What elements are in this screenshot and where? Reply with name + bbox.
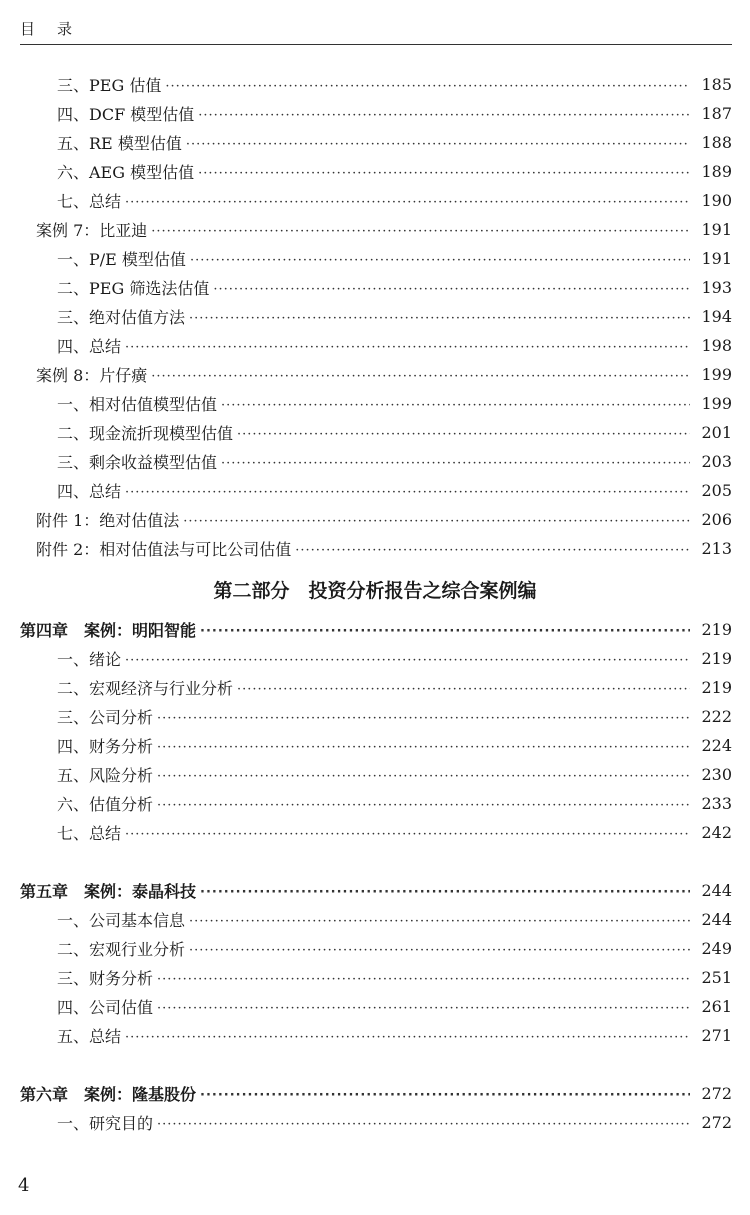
toc-entry-label: 七、总结 bbox=[57, 824, 122, 843]
toc-leader-dots bbox=[237, 427, 690, 442]
toc-leader-dots bbox=[157, 711, 690, 726]
toc-leader-dots bbox=[200, 885, 690, 900]
toc-spacer bbox=[0, 847, 750, 876]
toc-chapter-entry[interactable] bbox=[0, 1079, 750, 1108]
toc-entry-page: 206 bbox=[701, 510, 732, 529]
toc-entry-page: 244 bbox=[701, 910, 732, 929]
toc-leader-dots bbox=[125, 653, 690, 668]
toc-leader-dots bbox=[183, 514, 690, 529]
toc-leader-dots bbox=[157, 1117, 690, 1132]
toc-leader-dots bbox=[198, 108, 690, 123]
toc-section-entry[interactable] bbox=[0, 418, 750, 447]
toc-section-entry[interactable] bbox=[0, 702, 750, 731]
toc-section-entry[interactable] bbox=[0, 644, 750, 673]
toc-leader-dots bbox=[125, 340, 690, 355]
toc-part-heading: 第二部分 投资分析报告之综合案例编 bbox=[213, 579, 537, 602]
toc-section-entry[interactable] bbox=[0, 99, 750, 128]
toc-entry-page: 185 bbox=[701, 75, 732, 94]
toc-entry-page: 242 bbox=[701, 823, 732, 842]
toc-entry-page: 201 bbox=[701, 423, 732, 442]
toc-entry-label: 一、相对估值模型估值 bbox=[57, 395, 218, 414]
toc-section-entry[interactable] bbox=[0, 1108, 750, 1137]
toc-entry-label: 六、估值分析 bbox=[57, 795, 154, 814]
toc-section-entry[interactable] bbox=[0, 244, 750, 273]
toc-case-entry[interactable] bbox=[0, 360, 750, 389]
toc-entry-page: 189 bbox=[701, 162, 732, 181]
toc-leader-dots bbox=[125, 485, 690, 500]
toc-section-entry[interactable] bbox=[0, 447, 750, 476]
toc-section-entry[interactable] bbox=[0, 331, 750, 360]
toc-leader-dots bbox=[189, 914, 690, 929]
toc-case-entry[interactable] bbox=[0, 534, 750, 563]
toc-entry-label: 五、风险分析 bbox=[57, 766, 154, 785]
toc-entry-label: 一、P/E 模型估值 bbox=[57, 250, 186, 269]
toc-entry-label: 七、总结 bbox=[57, 192, 122, 211]
toc-entry-page: 191 bbox=[701, 249, 732, 268]
toc-entry-page: 193 bbox=[701, 278, 732, 297]
toc-leader-dots bbox=[221, 456, 690, 471]
toc-entry-label: 二、宏观行业分析 bbox=[57, 940, 186, 959]
toc-leader-dots bbox=[221, 398, 690, 413]
toc-entry-label: 四、财务分析 bbox=[57, 737, 154, 756]
toc-leader-dots bbox=[151, 369, 690, 384]
toc-entry-page: 199 bbox=[701, 394, 732, 413]
toc-section-entry[interactable] bbox=[0, 186, 750, 215]
toc-spacer bbox=[0, 1050, 750, 1079]
toc-entry-label: 第六章 案例：隆基股份 bbox=[20, 1085, 197, 1104]
toc-leader-dots bbox=[200, 624, 690, 639]
toc-entry-page: 271 bbox=[701, 1026, 732, 1045]
toc-entry-label: 三、公司分析 bbox=[57, 708, 154, 727]
toc-section-entry[interactable] bbox=[0, 157, 750, 186]
toc-leader-dots bbox=[157, 1001, 690, 1016]
toc-entry-label: 五、RE 模型估值 bbox=[57, 134, 182, 153]
toc-section-entry[interactable] bbox=[0, 389, 750, 418]
running-header bbox=[20, 14, 732, 45]
toc-section-entry[interactable] bbox=[0, 760, 750, 789]
toc-entry-page: 222 bbox=[701, 707, 732, 726]
toc-section-entry[interactable] bbox=[0, 992, 750, 1021]
toc-case-entry[interactable] bbox=[0, 215, 750, 244]
toc-entry-page: 219 bbox=[701, 649, 732, 668]
toc-entry-label: 一、绪论 bbox=[57, 650, 122, 669]
toc-entry-page: 213 bbox=[701, 539, 732, 558]
toc-section-entry[interactable] bbox=[0, 934, 750, 963]
toc-entry-page: 219 bbox=[701, 678, 732, 697]
toc-entry-label: 三、剩余收益模型估值 bbox=[57, 453, 218, 472]
toc-leader-dots bbox=[189, 943, 690, 958]
toc-entry-page: 233 bbox=[701, 794, 732, 813]
toc-entry-label: 第四章 案例：明阳智能 bbox=[20, 621, 197, 640]
toc-leader-dots bbox=[157, 972, 690, 987]
toc-entry-page: 203 bbox=[701, 452, 732, 471]
toc-leader-dots bbox=[125, 1030, 690, 1045]
toc-entry-label: 案例 7：比亚迪 bbox=[36, 221, 148, 240]
toc-section-entry[interactable] bbox=[0, 476, 750, 505]
toc-entry-page: 198 bbox=[701, 336, 732, 355]
toc-section-entry[interactable] bbox=[0, 1021, 750, 1050]
toc-leader-dots bbox=[157, 798, 690, 813]
toc-section-entry[interactable] bbox=[0, 905, 750, 934]
toc-section-entry[interactable] bbox=[0, 302, 750, 331]
toc-leader-dots bbox=[295, 543, 690, 558]
toc-entry-label: 二、宏观经济与行业分析 bbox=[57, 679, 234, 698]
toc-entry-page: 205 bbox=[701, 481, 732, 500]
toc-entry-page: 272 bbox=[701, 1113, 732, 1132]
toc-entry-page: 194 bbox=[701, 307, 732, 326]
toc-leader-dots bbox=[190, 253, 690, 268]
toc-leader-dots bbox=[157, 769, 690, 784]
toc-entry-page: 244 bbox=[701, 881, 732, 900]
toc-entry-page: 230 bbox=[701, 765, 732, 784]
page-number: 4 bbox=[18, 1175, 30, 1196]
toc-section-entry[interactable] bbox=[0, 731, 750, 760]
toc-leader-dots bbox=[186, 137, 690, 152]
toc-entry-page: 249 bbox=[701, 939, 732, 958]
toc-section-entry[interactable] bbox=[0, 818, 750, 847]
toc-entry-label: 三、绝对估值方法 bbox=[57, 308, 186, 327]
header-title: 目录 bbox=[20, 20, 95, 38]
toc-section-entry[interactable] bbox=[0, 673, 750, 702]
toc-entry-label: 附件 1：绝对估值法 bbox=[36, 511, 180, 530]
toc-section-entry[interactable] bbox=[0, 70, 750, 99]
toc-entry-label: 四、DCF 模型估值 bbox=[57, 105, 195, 124]
toc-entry-label: 二、现金流折现模型估值 bbox=[57, 424, 234, 443]
toc-section-entry[interactable] bbox=[0, 128, 750, 157]
toc-entry-label: 案例 8：片仔癀 bbox=[36, 366, 148, 385]
toc-leader-dots bbox=[157, 740, 690, 755]
toc-leader-dots bbox=[200, 1088, 690, 1103]
toc-entry-label: 四、总结 bbox=[57, 337, 122, 356]
toc-entry-page: 188 bbox=[701, 133, 732, 152]
toc-entry-label: 一、研究目的 bbox=[57, 1114, 154, 1133]
toc-leader-dots bbox=[151, 224, 690, 239]
toc-entry-page: 187 bbox=[701, 104, 732, 123]
toc-entry-page: 224 bbox=[701, 736, 732, 755]
toc-leader-dots bbox=[125, 827, 690, 842]
toc-entry-page: 191 bbox=[701, 220, 732, 239]
toc-chapter-entry[interactable] bbox=[0, 876, 750, 905]
toc-section-entry[interactable] bbox=[0, 789, 750, 818]
toc-case-entry[interactable] bbox=[0, 505, 750, 534]
toc-entry-label: 三、财务分析 bbox=[57, 969, 154, 988]
toc-entry-page: 251 bbox=[701, 968, 732, 987]
toc-section-entry[interactable] bbox=[0, 273, 750, 302]
toc-entry-label: 六、AEG 模型估值 bbox=[57, 163, 195, 182]
toc-leader-dots bbox=[237, 682, 690, 697]
table-of-contents bbox=[0, 70, 750, 1137]
toc-entry-label: 二、PEG 筛选法估值 bbox=[57, 279, 210, 298]
toc-leader-dots bbox=[213, 282, 690, 297]
toc-entry-label: 四、总结 bbox=[57, 482, 122, 501]
toc-entry-label: 三、PEG 估值 bbox=[57, 76, 162, 95]
toc-leader-dots bbox=[198, 166, 690, 181]
toc-entry-page: 219 bbox=[701, 620, 732, 639]
toc-section-entry[interactable] bbox=[0, 963, 750, 992]
toc-leader-dots bbox=[165, 79, 690, 94]
toc-entry-label: 一、公司基本信息 bbox=[57, 911, 186, 930]
toc-entry-label: 五、总结 bbox=[57, 1027, 122, 1046]
toc-entry-page: 190 bbox=[701, 191, 732, 210]
toc-entry-label: 附件 2：相对估值法与可比公司估值 bbox=[36, 540, 292, 559]
toc-entry-page: 272 bbox=[701, 1084, 732, 1103]
toc-entry-label: 第五章 案例：泰晶科技 bbox=[20, 882, 197, 901]
toc-leader-dots bbox=[189, 311, 690, 326]
toc-entry-page: 261 bbox=[701, 997, 732, 1016]
toc-leader-dots bbox=[125, 195, 690, 210]
toc-entry-page: 199 bbox=[701, 365, 732, 384]
toc-chapter-entry[interactable] bbox=[0, 615, 750, 644]
toc-entry-label: 四、公司估值 bbox=[57, 998, 154, 1017]
